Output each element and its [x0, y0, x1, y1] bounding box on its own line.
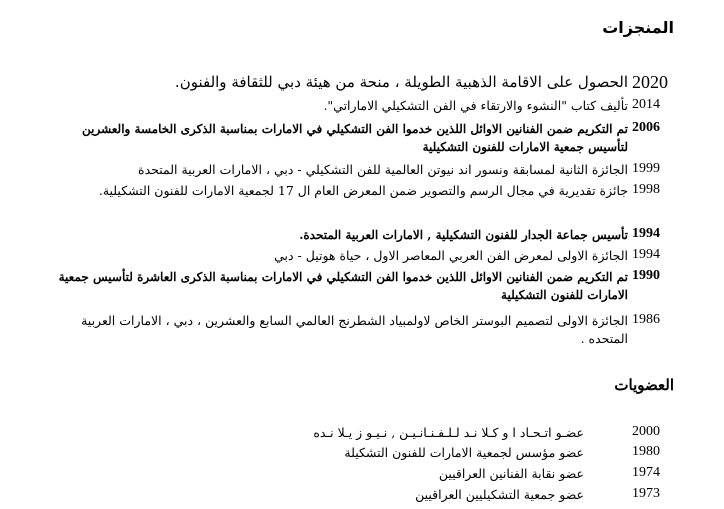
achievement-year: 1986 — [632, 312, 660, 327]
achievement-item — [44, 312, 674, 348]
achievement-item — [44, 182, 674, 218]
achievements-title: المنجزات — [602, 18, 674, 37]
achievement-text: جائزة تقديرية في مجال الرسم والتصوير ضمن المعرض العام ال 17 لجمعية الامارات للفنون التشكيلية. — [98, 183, 628, 198]
achievement-text: الجائزة الاولى لتصميم البوستر الخاص لاولمبياد الشطرنج العالمي السابع والعشرين ، دبي ، الامارات العربية المتحده . — [81, 313, 628, 346]
membership-year: 2000 — [632, 424, 660, 439]
membership-text: عضو مؤسس لجمعية الامارات للفنون التشكيلة — [344, 445, 584, 460]
membership-text: عضو نقابة الفنانين العراقيين — [438, 466, 584, 481]
achievement-item — [44, 120, 674, 156]
achievement-text: تم التكريم ضمن الفنانين الاوائل اللذين خدموا الفن التشكيلي في الامارات بمناسبة الذكرى العاشرة لتأسيس جمعية الامارات للفنون التشكيلية — [58, 270, 628, 302]
achievement-text: الجائزة الاولى لمعرض الفن العربي المعاصر الاول ، حياة هوتيل - دبي — [274, 248, 628, 263]
membership-year: 1974 — [632, 465, 660, 480]
achievement-year: 2014 — [632, 97, 660, 112]
achievement-year: 1990 — [632, 268, 660, 283]
membership-item — [74, 465, 674, 483]
achievement-year: 1994 — [632, 226, 660, 241]
achievement-text: الجائزة الثانية لمسابقة ونسور اند نيوتن العالمية للفن التشكيلي - دبي ، الامارات العربية المتحدة — [138, 162, 628, 177]
achievement-year: 2020 — [632, 72, 668, 92]
membership-item — [74, 424, 674, 442]
achievement-text: تأليف كتاب "النشوء والارتقاء في الفن التشكيلي الاماراتي". — [323, 98, 628, 113]
membership-item — [74, 486, 674, 504]
membership-text: عضو جمعية التشكيليين العراقيين — [415, 487, 584, 502]
achievement-year: 1999 — [632, 161, 660, 176]
achievement-item — [44, 97, 674, 115]
memberships-title: العضويات — [614, 376, 674, 394]
achievement-text: تم التكريم ضمن الفنانين الاوائل اللذين خدموا الفن التشكيلي في الامارات بمناسبة الذكرى الخامسة والعشرين لتأسيس جمعية الامارات للفنون التشكيلية — [81, 122, 628, 154]
achievement-text: الحصول على الاقامة الذهبية الطويلة ، منحة من هيئة دبي للثقافة والفنون. — [174, 73, 628, 91]
achievement-item — [44, 268, 674, 304]
achievement-item — [44, 72, 674, 94]
achievement-item — [44, 247, 674, 265]
achievement-text: تأسيس جماعة الجدار للفنون التشكيلية , الامارات العربية المتحدة. — [299, 228, 628, 242]
achievement-year: 1994 — [632, 247, 660, 262]
membership-item — [74, 444, 674, 462]
membership-text: عضـو اتـحـاد ا و كـلا نـد لـلـفـنـانـيـن , نـيـو ز يـلا نـده — [313, 425, 584, 440]
achievement-item — [44, 161, 674, 179]
membership-year: 1973 — [632, 486, 660, 501]
membership-year: 1980 — [632, 444, 660, 459]
achievement-year: 1998 — [632, 182, 660, 197]
achievement-year: 2006 — [632, 120, 660, 135]
achievement-item — [44, 226, 674, 244]
